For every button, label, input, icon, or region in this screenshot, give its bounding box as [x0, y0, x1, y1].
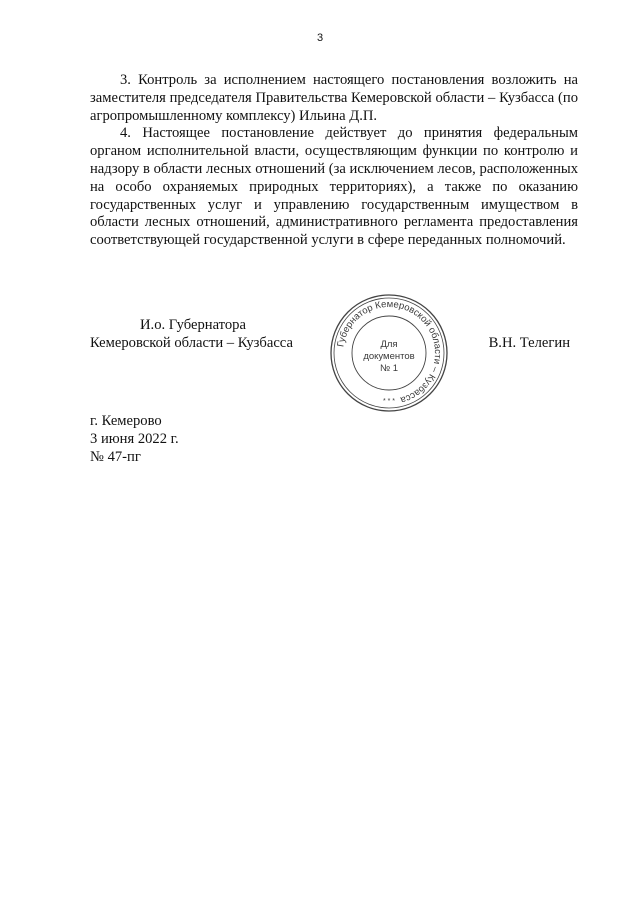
seal-center-line3: № 1 [379, 363, 399, 374]
seal-center-line1: Для [380, 339, 398, 350]
paragraph-4: 4. Настоящее постановление действует до принятия федеральным органом исполнительной власти, осуществляющим функции по контролю и надзору в области лесных отношений (за исключением лесов, расположенных на особо охраняемых природных территориях), а также по оказанию государственных услуг и управлению государственным имуществом в области лесных отношений, административного регламента предоставления соответствующей государственной услуги в сфере переданных полномочий. [90, 125, 578, 249]
signatory-title-line2: Кемеровской области – Кузбасса [90, 334, 293, 351]
footer-number: № 47-пг [90, 448, 141, 465]
paragraph-3: 3. Контроль за исполнением настоящего постановления возложить на заместителя председателя Правительства Кемеровской области – Кузбасса (по агропромышленному комплексу) Ильина Д.П. [90, 72, 578, 124]
seal-stars: * * * [382, 398, 396, 405]
document-footer [90, 413, 179, 466]
signatory-name: В.Н. Телегин [488, 335, 570, 351]
signatory-title-line1: И.о. Губернатора [140, 317, 246, 333]
footer-city: г. Кемерово [90, 413, 162, 429]
seal-center-line2: документов [363, 351, 415, 362]
signatory-title [90, 317, 293, 353]
document-body [90, 72, 578, 250]
footer-date: 3 июня 2022 г. [90, 430, 179, 447]
official-seal [328, 292, 450, 414]
page-number: 3 [316, 32, 324, 44]
seal-ring-text: Губернатор Кемеровской области – Кузбасса [335, 298, 444, 406]
